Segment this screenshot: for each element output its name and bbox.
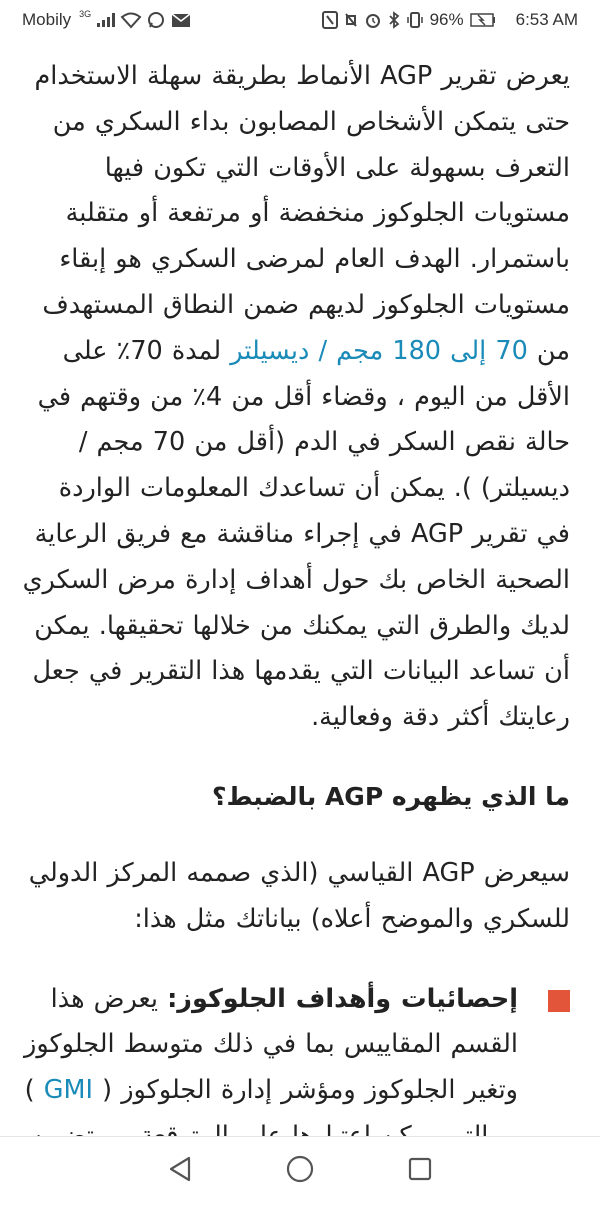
time-label: 6:53 AM [515,10,578,29]
alarm-icon [364,11,382,29]
gmi-link[interactable]: GMI [43,1075,94,1106]
back-icon[interactable] [160,1149,200,1189]
recents-icon[interactable] [400,1149,440,1189]
navigation-bar [0,1136,600,1200]
home-icon[interactable] [280,1149,320,1189]
status-left [22,10,191,30]
status-right [322,10,578,30]
article-content [0,40,600,1136]
mail-icon [171,13,191,28]
section-heading: ما الذي يظهره AGP بالضبط؟ [211,781,570,811]
status-bar [0,0,600,40]
carrier-label: Mobily [22,10,72,29]
paragraph-agp-display: سيعرض AGP القياسي (الذي صممه المركز الدولي للسكري والموضح أعلاه) بياناتك مثل هذا: [28,857,570,934]
wifi-icon [121,12,141,28]
signal-icon [97,13,115,27]
battery-percent-label: 96% [429,10,464,29]
glucose-range-link[interactable]: 70 إلى 180 مجم / ديسيلتر [230,335,528,366]
network-type-label: 3G [79,9,92,19]
bullet-square-icon [548,990,570,1012]
nfc-icon [322,11,338,29]
bluetooth-icon [388,11,400,29]
paragraph-agp-intro [22,54,570,741]
bullet-text-start: يعرض هذا القسم المقاييس بما في ذلك متوسط الجلوكوز وتغير الجلوكوز ومؤشر إدارة الجلوكوز ( [24,983,518,1106]
mute-icon [344,11,358,29]
bullet-title: إحصائيات وأهداف الجلوكوز: [167,983,518,1014]
paragraph-text-end: لمدة 70٪ على الأقل من اليوم ، وقضاء أقل من 4٪ من وقتهم في حالة نقص السكر في الدم (أقل من 70 مجم / ديسيلتر) ). يمكن أن تساعدك المعلومات الواردة في تقرير AGP في إجراء مناقشة مع فريق الرعاية الصحية الخاص بك حول أهداف إدارة مرض السكري لديك والطرق التي يمكنك من خلالها تحقيقها. يمكن أن تساعد البيانات التي يقدمها هذا التقرير في جعل رعايتك أكثر دقة وفعالية. [22,335,570,733]
bullet-text-end: ) [24,1075,35,1106]
paragraph-text-start: يعرض تقرير AGP الأنماط بطريقة سهلة الاستخدام حتى يتمكن الأشخاص المصابون بداء السكري من التعرف بسهولة على الأوقات التي تكون فيها مستويات الجلوكوز منخفضة أو مرتفعة أو متقلبة باستمرار. الهدف العام لمرضى السكري هو إبقاء مستويات الجلوكوز لديهم ضمن النطاق المستهدف من [34,61,570,366]
whatsapp-icon [147,11,165,29]
vibrate-icon [406,11,424,29]
battery-charging-icon [470,13,496,27]
